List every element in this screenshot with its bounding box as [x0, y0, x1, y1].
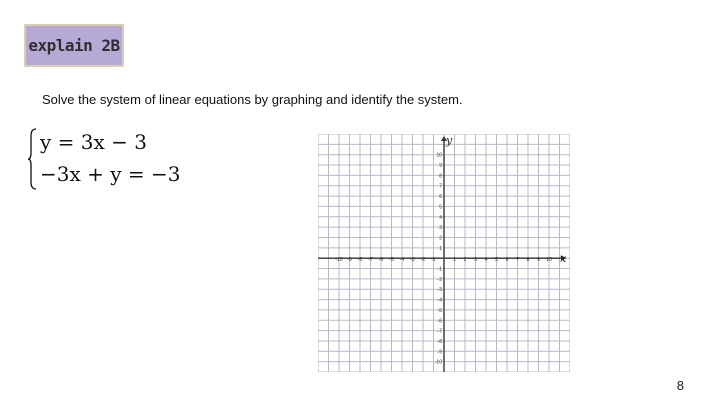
x-tick-label: 9	[537, 257, 540, 264]
y-tick-label: -6	[437, 318, 442, 325]
y-tick-label: 2	[439, 235, 442, 242]
y-tick-label: -1	[437, 266, 442, 273]
x-tick-label: 2	[463, 257, 467, 264]
x-tick-label: -10	[335, 257, 343, 264]
x-tick-label: 8	[526, 257, 530, 264]
y-tick-label: -3	[437, 287, 442, 294]
x-tick-label: -4	[399, 257, 405, 264]
x-tick-label: -3	[410, 257, 415, 264]
equation-1: y = 3x − 3	[40, 130, 147, 154]
y-tick-label: -10	[434, 359, 442, 366]
y-axis-label: y	[446, 134, 453, 147]
page-number: 8	[676, 378, 684, 393]
x-tick-label: -9	[347, 257, 352, 264]
x-tick-label: -1	[431, 257, 436, 264]
y-tick-label: 9	[439, 163, 442, 170]
y-tick-label: 10	[436, 152, 442, 159]
y-tick-label: -9	[437, 349, 442, 356]
y-tick-label: 6	[439, 194, 442, 201]
y-tick-label: -5	[437, 307, 442, 314]
y-tick-label: 8	[439, 173, 442, 180]
y-tick-label: 1	[439, 245, 442, 252]
brace-symbol	[28, 128, 37, 190]
x-tick-label: 10	[546, 257, 552, 264]
x-tick-label: 3	[474, 257, 477, 264]
x-tick-label: -2	[420, 257, 426, 264]
coordinate-grid	[318, 134, 570, 372]
slide-title: explain 2B	[28, 36, 120, 55]
y-tick-label: -8	[437, 338, 442, 345]
x-axis-label: x	[560, 252, 567, 266]
title-box	[24, 24, 124, 67]
x-tick-label: -8	[357, 257, 363, 264]
x-tick-label: -6	[378, 257, 384, 264]
x-tick-label: -5	[389, 257, 394, 264]
y-tick-label: -2	[437, 276, 442, 283]
y-tick-label: 5	[439, 204, 442, 211]
y-tick-label: 4	[439, 214, 442, 221]
y-tick-label: 3	[439, 225, 442, 232]
equation-2: −3x + y = −3	[40, 162, 181, 186]
x-tick-label: 6	[505, 257, 509, 264]
x-tick-label: 1	[453, 257, 456, 264]
y-tick-label: 7	[439, 183, 442, 190]
y-tick-label: -7	[437, 328, 442, 335]
instructions-text: Solve the system of linear equations by graphing and identify the system.	[42, 92, 463, 107]
y-tick-label: -4	[437, 297, 442, 304]
x-tick-label: 7	[516, 257, 519, 264]
grid-svg	[318, 134, 570, 372]
x-tick-label: 4	[484, 257, 488, 264]
equation-system	[28, 126, 198, 192]
x-tick-label: -7	[368, 257, 373, 264]
x-tick-label: 5	[495, 257, 498, 264]
